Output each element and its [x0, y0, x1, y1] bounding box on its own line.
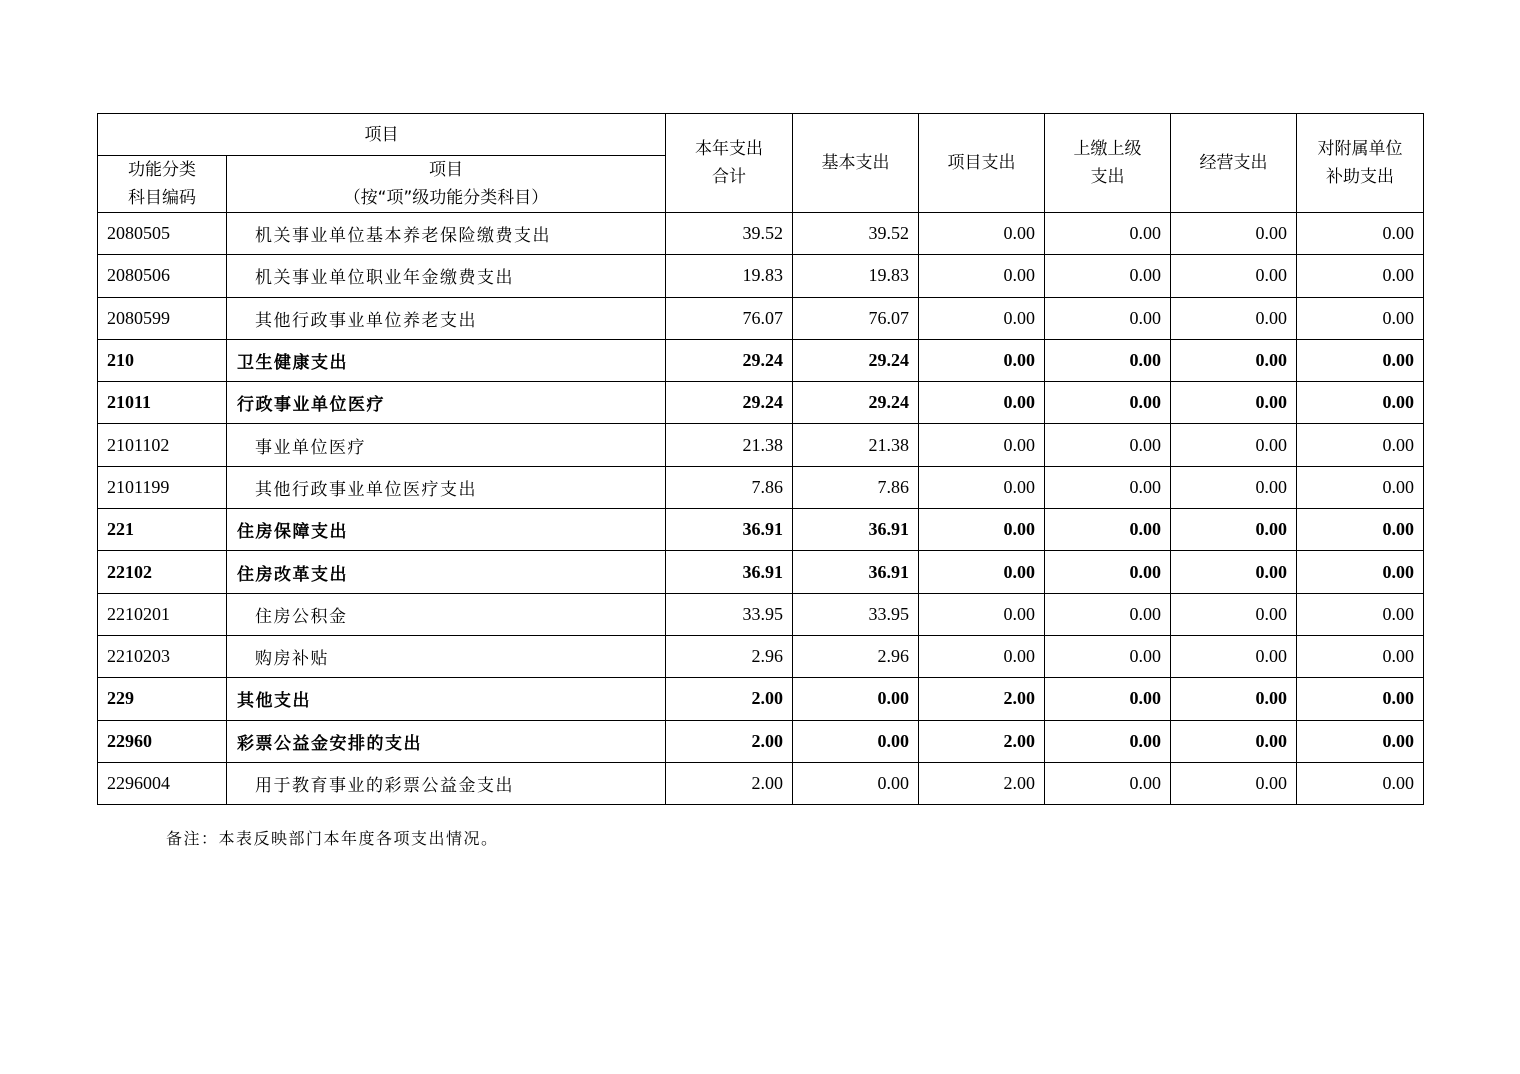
- cell-upper: 0.00: [1045, 509, 1171, 551]
- header-code-line1: 功能分类: [128, 160, 196, 180]
- header-business: 经营支出: [1171, 114, 1297, 213]
- cell-name: 住房改革支出: [227, 551, 666, 593]
- cell-total: 29.24: [666, 339, 793, 381]
- cell-basic: 29.24: [793, 382, 919, 424]
- cell-business: 0.00: [1171, 678, 1297, 720]
- cell-basic: 39.52: [793, 213, 919, 255]
- header-xiangmu: 项目: [98, 114, 666, 156]
- table-row: [98, 213, 1424, 255]
- cell-total: 2.00: [666, 762, 793, 804]
- cell-business: 0.00: [1171, 509, 1297, 551]
- cell-total: 36.91: [666, 509, 793, 551]
- cell-upper: 0.00: [1045, 762, 1171, 804]
- header-upper: [1045, 114, 1171, 213]
- cell-project: 2.00: [919, 720, 1045, 762]
- cell-name: 彩票公益金安排的支出: [227, 720, 666, 762]
- cell-project: 0.00: [919, 339, 1045, 381]
- cell-name: 事业单位医疗: [227, 424, 666, 466]
- cell-upper: 0.00: [1045, 339, 1171, 381]
- cell-total: 19.83: [666, 255, 793, 297]
- cell-total: 76.07: [666, 297, 793, 339]
- cell-code: 2101199: [98, 466, 227, 508]
- cell-project: 0.00: [919, 635, 1045, 677]
- cell-project: 0.00: [919, 551, 1045, 593]
- header-total-line2: 合计: [712, 167, 746, 187]
- cell-subsidy: 0.00: [1297, 339, 1424, 381]
- cell-business: 0.00: [1171, 255, 1297, 297]
- cell-name: 住房公积金: [227, 593, 666, 635]
- cell-upper: 0.00: [1045, 297, 1171, 339]
- cell-basic: 2.96: [793, 635, 919, 677]
- cell-basic: 33.95: [793, 593, 919, 635]
- header-upper-line2: 支出: [1090, 167, 1125, 187]
- cell-basic: 76.07: [793, 297, 919, 339]
- cell-name: 住房保障支出: [227, 509, 666, 551]
- cell-upper: 0.00: [1045, 213, 1171, 255]
- cell-upper: 0.00: [1045, 424, 1171, 466]
- cell-business: 0.00: [1171, 466, 1297, 508]
- cell-code: 2080505: [98, 213, 227, 255]
- cell-basic: 21.38: [793, 424, 919, 466]
- cell-upper: 0.00: [1045, 551, 1171, 593]
- header-code: [98, 156, 227, 213]
- cell-subsidy: 0.00: [1297, 509, 1424, 551]
- table-header: [98, 114, 1424, 213]
- header-name-line2: （按“项”级功能分类科目）: [343, 188, 549, 208]
- cell-code: 2210203: [98, 635, 227, 677]
- cell-code: 22102: [98, 551, 227, 593]
- cell-subsidy: 0.00: [1297, 635, 1424, 677]
- table-note: 备注：本表反映部门本年度各项支出情况。: [166, 829, 499, 848]
- cell-business: 0.00: [1171, 424, 1297, 466]
- cell-basic: 36.91: [793, 509, 919, 551]
- cell-basic: 19.83: [793, 255, 919, 297]
- cell-code: 229: [98, 678, 227, 720]
- table-row: [98, 255, 1424, 297]
- header-code-line2: 科目编码: [128, 188, 196, 208]
- cell-basic: 7.86: [793, 466, 919, 508]
- cell-name: 机关事业单位职业年金缴费支出: [227, 255, 666, 297]
- cell-project: 0.00: [919, 297, 1045, 339]
- cell-project: 0.00: [919, 509, 1045, 551]
- cell-subsidy: 0.00: [1297, 255, 1424, 297]
- cell-code: 22960: [98, 720, 227, 762]
- header-project: 项目支出: [919, 114, 1045, 213]
- cell-subsidy: 0.00: [1297, 466, 1424, 508]
- cell-total: 2.00: [666, 720, 793, 762]
- table-row: [98, 424, 1424, 466]
- cell-upper: 0.00: [1045, 382, 1171, 424]
- cell-subsidy: 0.00: [1297, 213, 1424, 255]
- header-name: [227, 156, 666, 213]
- cell-name: 卫生健康支出: [227, 339, 666, 381]
- cell-subsidy: 0.00: [1297, 720, 1424, 762]
- cell-business: 0.00: [1171, 551, 1297, 593]
- cell-subsidy: 0.00: [1297, 593, 1424, 635]
- cell-business: 0.00: [1171, 213, 1297, 255]
- cell-basic: 29.24: [793, 339, 919, 381]
- cell-subsidy: 0.00: [1297, 424, 1424, 466]
- header-subsidy-line1: 对附属单位: [1317, 139, 1403, 159]
- cell-code: 2296004: [98, 762, 227, 804]
- cell-name: 购房补贴: [227, 635, 666, 677]
- cell-name: 其他行政事业单位医疗支出: [227, 466, 666, 508]
- table-row: [98, 551, 1424, 593]
- table-row: [98, 635, 1424, 677]
- expenditure-table: [97, 113, 1424, 805]
- header-upper-line1: 上缴上级: [1073, 139, 1142, 159]
- cell-total: 2.96: [666, 635, 793, 677]
- table-row: [98, 466, 1424, 508]
- cell-subsidy: 0.00: [1297, 678, 1424, 720]
- cell-upper: 0.00: [1045, 255, 1171, 297]
- cell-upper: 0.00: [1045, 593, 1171, 635]
- cell-code: 2080506: [98, 255, 227, 297]
- cell-business: 0.00: [1171, 297, 1297, 339]
- cell-business: 0.00: [1171, 762, 1297, 804]
- header-total: [666, 114, 793, 213]
- table-row: [98, 678, 1424, 720]
- cell-project: 2.00: [919, 762, 1045, 804]
- table-row: [98, 762, 1424, 804]
- cell-code: 2080599: [98, 297, 227, 339]
- cell-basic: 0.00: [793, 720, 919, 762]
- cell-total: 39.52: [666, 213, 793, 255]
- cell-name: 行政事业单位医疗: [227, 382, 666, 424]
- cell-total: 33.95: [666, 593, 793, 635]
- cell-business: 0.00: [1171, 593, 1297, 635]
- cell-total: 36.91: [666, 551, 793, 593]
- cell-basic: 0.00: [793, 678, 919, 720]
- cell-code: 2210201: [98, 593, 227, 635]
- cell-project: 0.00: [919, 593, 1045, 635]
- cell-code: 21011: [98, 382, 227, 424]
- cell-project: 0.00: [919, 466, 1045, 508]
- cell-subsidy: 0.00: [1297, 297, 1424, 339]
- cell-project: 0.00: [919, 382, 1045, 424]
- cell-name: 其他支出: [227, 678, 666, 720]
- table-row: [98, 509, 1424, 551]
- cell-project: 0.00: [919, 255, 1045, 297]
- header-name-line1: 项目: [429, 160, 463, 180]
- cell-total: 29.24: [666, 382, 793, 424]
- cell-business: 0.00: [1171, 635, 1297, 677]
- cell-project: 0.00: [919, 424, 1045, 466]
- cell-upper: 0.00: [1045, 720, 1171, 762]
- cell-total: 2.00: [666, 678, 793, 720]
- table-body: [98, 213, 1424, 805]
- header-subsidy-line2: 补助支出: [1326, 167, 1394, 187]
- table-row: [98, 297, 1424, 339]
- header-total-line1: 本年支出: [695, 139, 763, 159]
- cell-total: 7.86: [666, 466, 793, 508]
- cell-total: 21.38: [666, 424, 793, 466]
- cell-basic: 0.00: [793, 762, 919, 804]
- table-row: [98, 382, 1424, 424]
- table-row: [98, 593, 1424, 635]
- cell-subsidy: 0.00: [1297, 382, 1424, 424]
- cell-name: 其他行政事业单位养老支出: [227, 297, 666, 339]
- header-basic: 基本支出: [793, 114, 919, 213]
- cell-business: 0.00: [1171, 382, 1297, 424]
- cell-upper: 0.00: [1045, 635, 1171, 677]
- cell-project: 0.00: [919, 213, 1045, 255]
- cell-business: 0.00: [1171, 720, 1297, 762]
- header-subsidy: [1297, 114, 1424, 213]
- cell-project: 2.00: [919, 678, 1045, 720]
- cell-subsidy: 0.00: [1297, 551, 1424, 593]
- cell-upper: 0.00: [1045, 466, 1171, 508]
- cell-upper: 0.00: [1045, 678, 1171, 720]
- cell-code: 221: [98, 509, 227, 551]
- table-row: [98, 720, 1424, 762]
- cell-basic: 36.91: [793, 551, 919, 593]
- cell-subsidy: 0.00: [1297, 762, 1424, 804]
- cell-code: 210: [98, 339, 227, 381]
- cell-name: 机关事业单位基本养老保险缴费支出: [227, 213, 666, 255]
- cell-business: 0.00: [1171, 339, 1297, 381]
- cell-name: 用于教育事业的彩票公益金支出: [227, 762, 666, 804]
- cell-code: 2101102: [98, 424, 227, 466]
- table-row: [98, 339, 1424, 381]
